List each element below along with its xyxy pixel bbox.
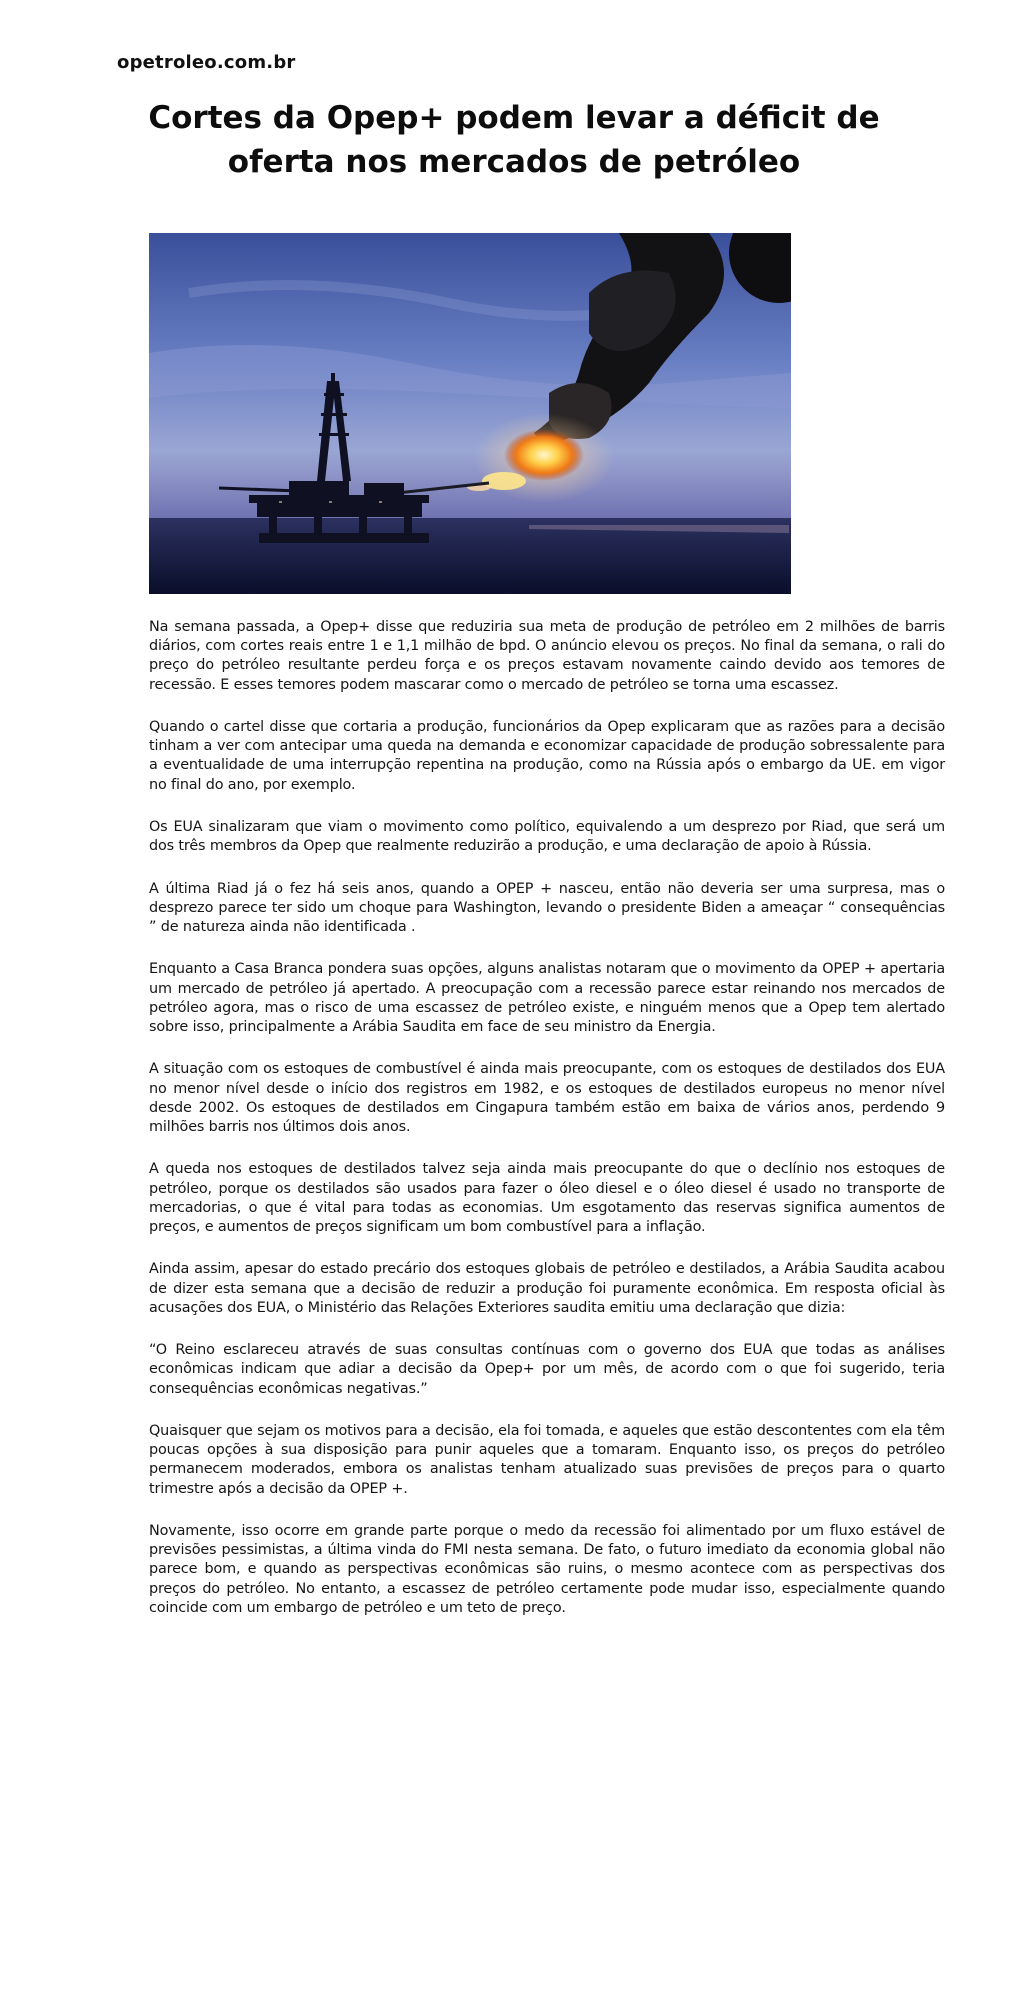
article-paragraph: Ainda assim, apesar do estado precário dos estoques globais de petróleo e destilados, a Arábia Saudita acabou de dizer esta semana que a decisão de reduzir a produção foi puramente econômica. Em resposta oficial às acusações dos EUA, o Ministério das Relações Exteriores saudita emitiu uma declaração que dizia: (149, 1261, 945, 1316)
article-paragraph: A queda nos estoques de destilados talvez seja ainda mais preocupante do que o declínio nos estoques de petróleo, porque os destilados são usados para fazer o óleo diesel e o óleo diesel é usado no transporte de mercadorias, o que é vital para todas as economias. Um esgotamento das reservas significa aumentos de preços, e aumentos de preços significam um bom combustível para a inflação. (149, 1161, 945, 1235)
article-paragraph: A situação com os estoques de combustível é ainda mais preocupante, com os estoques de destilados dos EUA no menor nível desde o início dos registros em 1982, e os estoques de destilados europeus no menor nível desde 2002. Os estoques de destilados em Cingapura também estão em baixa de vários anos, perdendo 9 milhões barris nos últimos dois anos. (149, 1061, 945, 1135)
article-paragraph: Quaisquer que sejam os motivos para a decisão, ela foi tomada, e aqueles que estão descontentes com ela têm poucas opções à sua disposição para punir aqueles que a tomaram. Enquanto isso, os preços do petróleo permanecem moderados, embora os analistas tenham atualizado suas previsões de preços para o quarto trimestre após a decisão da OPEP +. (149, 1422, 945, 1497)
article-paragraph: A última Riad já o fez há seis anos, quando a OPEP + nasceu, então não deveria ser uma surpresa, mas o desprezo parece ter sido um choque para Washington, levando o presidente Biden a ameaçar “ consequências ” de natureza ainda não identificada . (149, 880, 945, 935)
article-title: Cortes da Opep+ podem levar a déficit de oferta nos mercados de petróleo (148, 100, 880, 180)
article-quote: “O Reino esclareceu através de suas consultas contínuas com o governo dos EUA que todas as análises econômicas indicam que adiar a decisão da Opep+ por um mês, de acordo com o que foi sugerido, teria consequências econômicas negativas.” (149, 1342, 945, 1397)
article-body (149, 618, 945, 1641)
article-paragraph: Enquanto a Casa Branca pondera suas opções, alguns analistas notaram que o movimento da OPEP + apertaria um mercado de petróleo já apertado. A preocupação com a recessão parece estar reinando nos mercados de petróleo agora, mas o risco de uma escassez de petróleo existe, e ninguém menos que a Opep tem alertado sobre isso, principalmente a Arábia Saudita em face de seu ministro da Energia. (149, 961, 945, 1035)
article-hero-image (149, 233, 791, 594)
article-paragraph: Quando o cartel disse que cortaria a produção, funcionários da Opep explicaram que as razões para a decisão tinham a ver com antecipar uma queda na demanda e economizar capacidade de produção sobressalente para a eventualidade de uma interrupção repentina na produção, como na Rússia após o embargo da UE. em vigor no final do ano, por exemplo. (149, 719, 945, 793)
site-name: opetroleo.com.br (117, 52, 296, 73)
article-paragraph: Na semana passada, a Opep+ disse que reduziria sua meta de produção de petróleo em 2 milhões de barris diários, com cortes reais entre 1 e 1,1 milhão de bpd. O anúncio elevou os preços. No final da semana, o rali do preço do petróleo resultante perdeu força e os preços estavam novamente caindo devido aos temores de recessão. E esses temores podem mascarar como o mercado de petróleo se torna uma escassez. (149, 619, 945, 693)
article-paragraph: Novamente, isso ocorre em grande parte porque o medo da recessão foi alimentado por um fluxo estável de previsões pessimistas, a última vinda do FMI nesta semana. De fato, o futuro imediato da economia global não parece bom, e quando as perspectivas econômicas são ruins, o mesmo acontece com as perspectivas dos preços do petróleo. No entanto, a escassez de petróleo certamente pode mudar isso, especialmente quando coincide com um embargo de petróleo e um teto de preço. (149, 1522, 945, 1616)
article-paragraph: Os EUA sinalizaram que viam o movimento como político, equivalendo a um desprezo por Riad, que será um dos três membros da Opep que realmente reduzirão a produção, e uma declaração de apoio à Rússia. (149, 819, 945, 855)
